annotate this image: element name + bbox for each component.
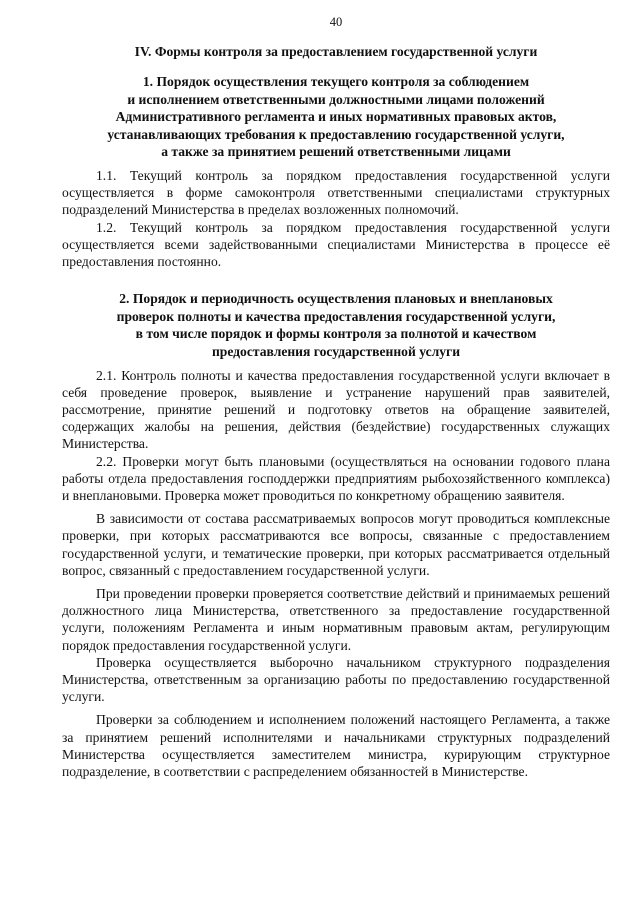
paragraph-2-2: 2.2. Проверки могут быть плановыми (осуществляться на основании годового плана работы отдела предоставления господдержки предприятиям рыбохозяйственного комплекса) и внеплановыми. Проверка может проводиться по конкретному обращению заявителя. xyxy=(62,453,610,503)
paragraph-2-5: Проверка осуществляется выборочно начальником структурного подразделения Министерства, ответственным за организацию работы по предоставлению государственной услуги. xyxy=(62,654,610,705)
paragraph-1-1: 1.1. Текущий контроль за порядком предоставления государственной услуги осуществляется в форме самоконтроля ответственными специалистами структурных подразделений Министерства в пределах возложенных полномочий. xyxy=(62,167,610,218)
section-1-title-line: устанавливающих требования к предоставлению государственной услуги, xyxy=(107,126,565,142)
paragraph-2-6: Проверки за соблюдением и исполнением положений настоящего Регламента, а также за принятием решений исполнителями и начальниками структурных подразделений Министерства осуществляется заместителем министра, курирующим структурное подразделение, в соответствии с распределением обязанностей в Министерстве. xyxy=(62,712,610,780)
section-2-title-line: 2. Порядок и периодичность осуществления плановых и внеплановых xyxy=(119,291,553,307)
paragraph-1-2: 1.2. Текущий контроль за порядком предоставления государственной услуги осуществляется всеми задействованными специалистами Министерства в процессе её предоставления постоянно. xyxy=(62,219,610,269)
section-1-title-line: и исполнением ответственными должностными лицами положений xyxy=(127,91,545,107)
section-1-title-line: 1. Порядок осуществления текущего контроля за соблюдением xyxy=(142,74,530,89)
paragraph-2-4: При проведении проверки проверяется соответствие действий и принимаемых решений должностного лица Министерства, ответственного за предоставление государственной услуги, положениям Регламента и иным нормативным правовым актам, регулирующим порядок предоставления государственной услуги. xyxy=(62,586,610,653)
paragraph-2-1: 2.1. Контроль полноты и качества предоставления государственной услуги включает в себя проведение проверок, выявление и устранение нарушений прав заявителей, рассмотрение, принятие решений и подготовку ответов на обращение заявителей, содержащих жалобы на решения, действия (бездействие) государственных служащих Министерства. xyxy=(62,367,610,452)
section-2 xyxy=(62,290,610,780)
section-2-title-line: предоставления государственной услуги xyxy=(211,343,461,359)
section-2-title-line: в том числе порядок и формы контроля за полнотой и качеством xyxy=(135,326,537,342)
chapter-title: IV. Формы контроля за предоставлением государственной услуги xyxy=(134,44,538,59)
paragraph-2-3: В зависимости от состава рассматриваемых вопросов могут проводиться комплексные проверки, при которых рассматриваются все вопросы, связанные с предоставлением государственной услуги, и тематические проверки, при которых рассматривается отдельный вопрос, связанный с предоставлением государственной услуги. xyxy=(62,511,610,578)
page-number: 40 xyxy=(329,15,343,29)
section-1 xyxy=(62,73,610,270)
section-1-title-line: Административного регламента и иных нормативных правовых актов, xyxy=(115,109,557,125)
section-1-title-line: а также за принятием решений ответственными лицами xyxy=(161,144,511,160)
section-1-title xyxy=(62,73,610,161)
document-page xyxy=(62,14,610,800)
section-2-title-line: проверок полноты и качества предоставления государственной услуги, xyxy=(116,308,556,324)
section-2-title xyxy=(62,290,610,360)
